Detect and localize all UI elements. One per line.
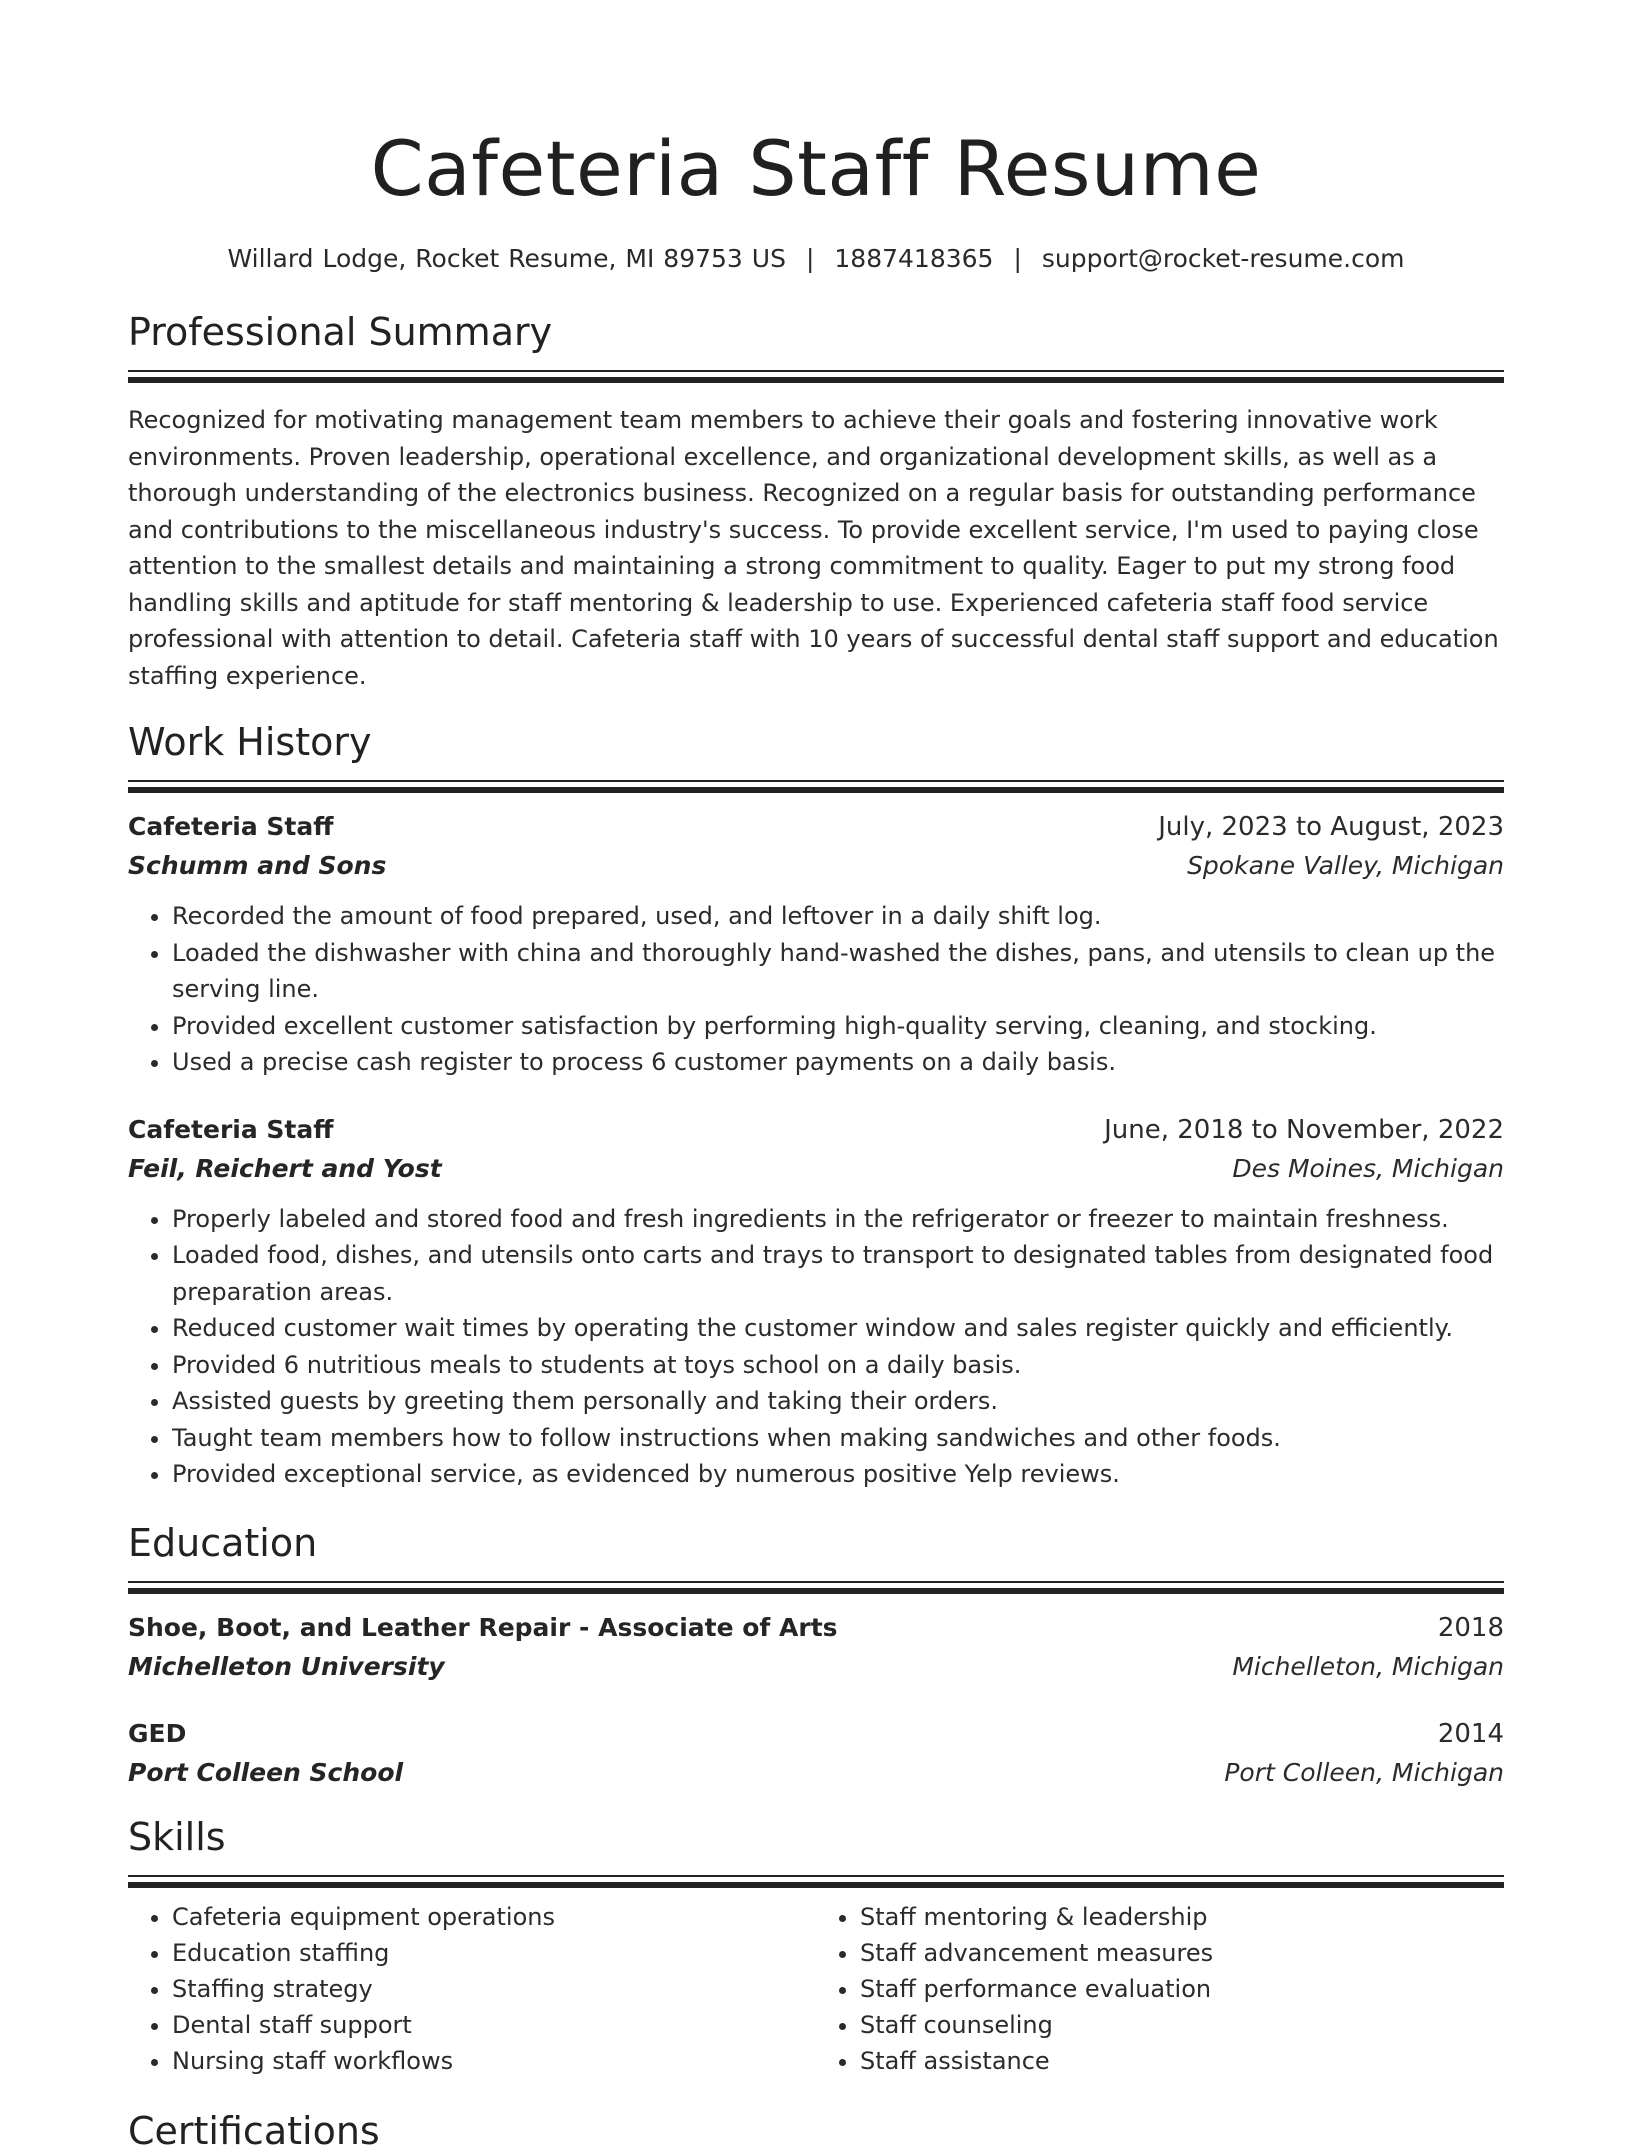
education-entry xyxy=(128,1715,1504,1793)
job-bullets xyxy=(128,1201,1504,1493)
job-location: Des Moines, Michigan xyxy=(1232,1153,1504,1183)
job-bullets xyxy=(128,898,1504,1081)
job-entry xyxy=(128,808,1504,1081)
skills-column-right xyxy=(816,1899,1504,2079)
section-divider xyxy=(128,780,1504,792)
section-heading-skills: Skills xyxy=(128,1814,226,1859)
job-bullet: • Recorded the amount of food prepared, used, and leftover in a daily shift log. xyxy=(172,898,1504,935)
job-title: Cafeteria Staff xyxy=(128,1114,334,1144)
skill-item: • Staff assistance xyxy=(860,2043,1504,2079)
contact-address: Willard Lodge, Rocket Resume, MI 89753 US xyxy=(227,244,786,273)
summary-section xyxy=(128,308,1504,694)
job-dates: July, 2023 to August, 2023 xyxy=(1158,812,1504,842)
contact-email: support@rocket-resume.com xyxy=(1041,244,1405,273)
education-entry xyxy=(128,1609,1504,1687)
education-school: Port Colleen School xyxy=(128,1757,404,1787)
education-school-row xyxy=(128,1647,1504,1687)
job-company: Schumm and Sons xyxy=(128,851,387,880)
education-degree: Shoe, Boot, and Leather Repair - Associate of Arts xyxy=(128,1612,838,1642)
skill-item: • Cafeteria equipment operations xyxy=(172,1899,816,1935)
job-bullet: • Used a precise cash register to process 6 customer payments on a daily basis. xyxy=(172,1044,1504,1081)
education-section xyxy=(128,1519,1504,1793)
contact-line xyxy=(128,242,1504,276)
job-bullet: • Reduced customer wait times by operating the customer window and sales register quickly and efficiently. xyxy=(172,1310,1504,1347)
skill-item: • Nursing staff workflows xyxy=(172,2043,816,2079)
section-heading-education: Education xyxy=(128,1520,318,1565)
section-heading-summary: Professional Summary xyxy=(128,310,553,354)
skill-item: • Staff mentoring & leadership xyxy=(860,1899,1504,1935)
skill-item: • Education staffing xyxy=(172,1935,816,1971)
education-school-row xyxy=(128,1753,1504,1793)
job-bullet: • Loaded food, dishes, and utensils onto carts and trays to transport to designated tables from designated food preparation areas. xyxy=(172,1237,1504,1310)
section-divider xyxy=(128,1581,1504,1593)
skills-columns xyxy=(128,1899,1504,2079)
job-bullet: • Assisted guests by greeting them personally and taking their orders. xyxy=(172,1383,1504,1420)
job-company: Feil, Reichert and Yost xyxy=(128,1153,442,1183)
job-header-row xyxy=(128,1111,1504,1149)
job-dates: June, 2018 to November, 2022 xyxy=(1104,1114,1504,1145)
skills-section xyxy=(128,1813,1504,2079)
education-location: Port Colleen, Michigan xyxy=(1224,1757,1504,1787)
job-header-row xyxy=(128,808,1504,846)
skill-item: • Staff advancement measures xyxy=(860,1935,1504,1971)
work-history-section xyxy=(128,718,1504,1493)
skill-item: • Staffing strategy xyxy=(172,1971,816,2007)
contact-separator: | xyxy=(1013,244,1022,273)
education-degree: GED xyxy=(128,1718,187,1748)
education-header-row xyxy=(128,1609,1504,1647)
skill-item: • Dental staff support xyxy=(172,2007,816,2043)
education-location: Michelleton, Michigan xyxy=(1232,1651,1504,1681)
resume-title: Cafeteria Staff Resume xyxy=(370,124,1262,213)
job-bullet: • Properly labeled and stored food and fresh ingredients in the refrigerator or freezer to maintain freshness. xyxy=(172,1201,1504,1238)
contact-separator: | xyxy=(805,244,815,273)
job-bullet: • Provided 6 nutritious meals to students at toys school on a daily basis. xyxy=(172,1347,1504,1384)
job-location: Spokane Valley, Michigan xyxy=(1187,851,1504,880)
contact-phone: 1887418365 xyxy=(834,244,994,273)
summary-text: Recognized for motivating management team members to achieve their goals and fostering innovative work environments. Proven leadership, operational excellence, and organizational development skills, as well as a thorough understanding of the electronics business. Recognized on a regular basis for outstanding performance and contributions to the miscellaneous industry's success. To provide excellent service, I'm used to paying close attention to the smallest details and maintaining a strong commitment to quality. Eager to put my strong food handling skills and aptitude for staff mentoring & leadership to use. Experienced cafeteria staff food service professional with attention to detail. Cafeteria staff with 10 years of successful dental staff support and education staffing experience. xyxy=(128,406,1499,690)
resume-page xyxy=(128,0,1504,2155)
job-bullet: • Taught team members how to follow instructions when making sandwiches and other foods. xyxy=(172,1420,1504,1457)
skills-list xyxy=(816,1899,1504,2079)
education-year: 2014 xyxy=(1437,1718,1504,1749)
job-company-row xyxy=(128,1149,1504,1189)
job-entry xyxy=(128,1111,1504,1493)
job-bullet: • Provided exceptional service, as evidenced by numerous positive Yelp reviews. xyxy=(172,1456,1504,1493)
education-header-row xyxy=(128,1715,1504,1753)
skill-item: • Staff counseling xyxy=(860,2007,1504,2043)
section-divider xyxy=(128,370,1504,382)
education-school: Michelleton University xyxy=(128,1651,445,1681)
education-year: 2018 xyxy=(1437,1612,1504,1643)
job-bullet: • Provided excellent customer satisfaction by performing high-quality serving, cleaning, and stocking. xyxy=(172,1008,1504,1045)
section-divider xyxy=(128,1875,1504,1887)
job-bullet: • Loaded the dishwasher with china and thoroughly hand-washed the dishes, pans, and utensils to clean up the serving line. xyxy=(172,935,1504,1008)
skills-column-left xyxy=(128,1899,816,2079)
section-heading-certifications: Certifications xyxy=(128,2108,380,2153)
skills-list xyxy=(128,1899,816,2079)
job-company-row xyxy=(128,846,1504,886)
job-title: Cafeteria Staff xyxy=(128,812,334,841)
skill-item: • Staff performance evaluation xyxy=(860,1971,1504,2007)
section-heading-work-history: Work History xyxy=(128,720,372,764)
